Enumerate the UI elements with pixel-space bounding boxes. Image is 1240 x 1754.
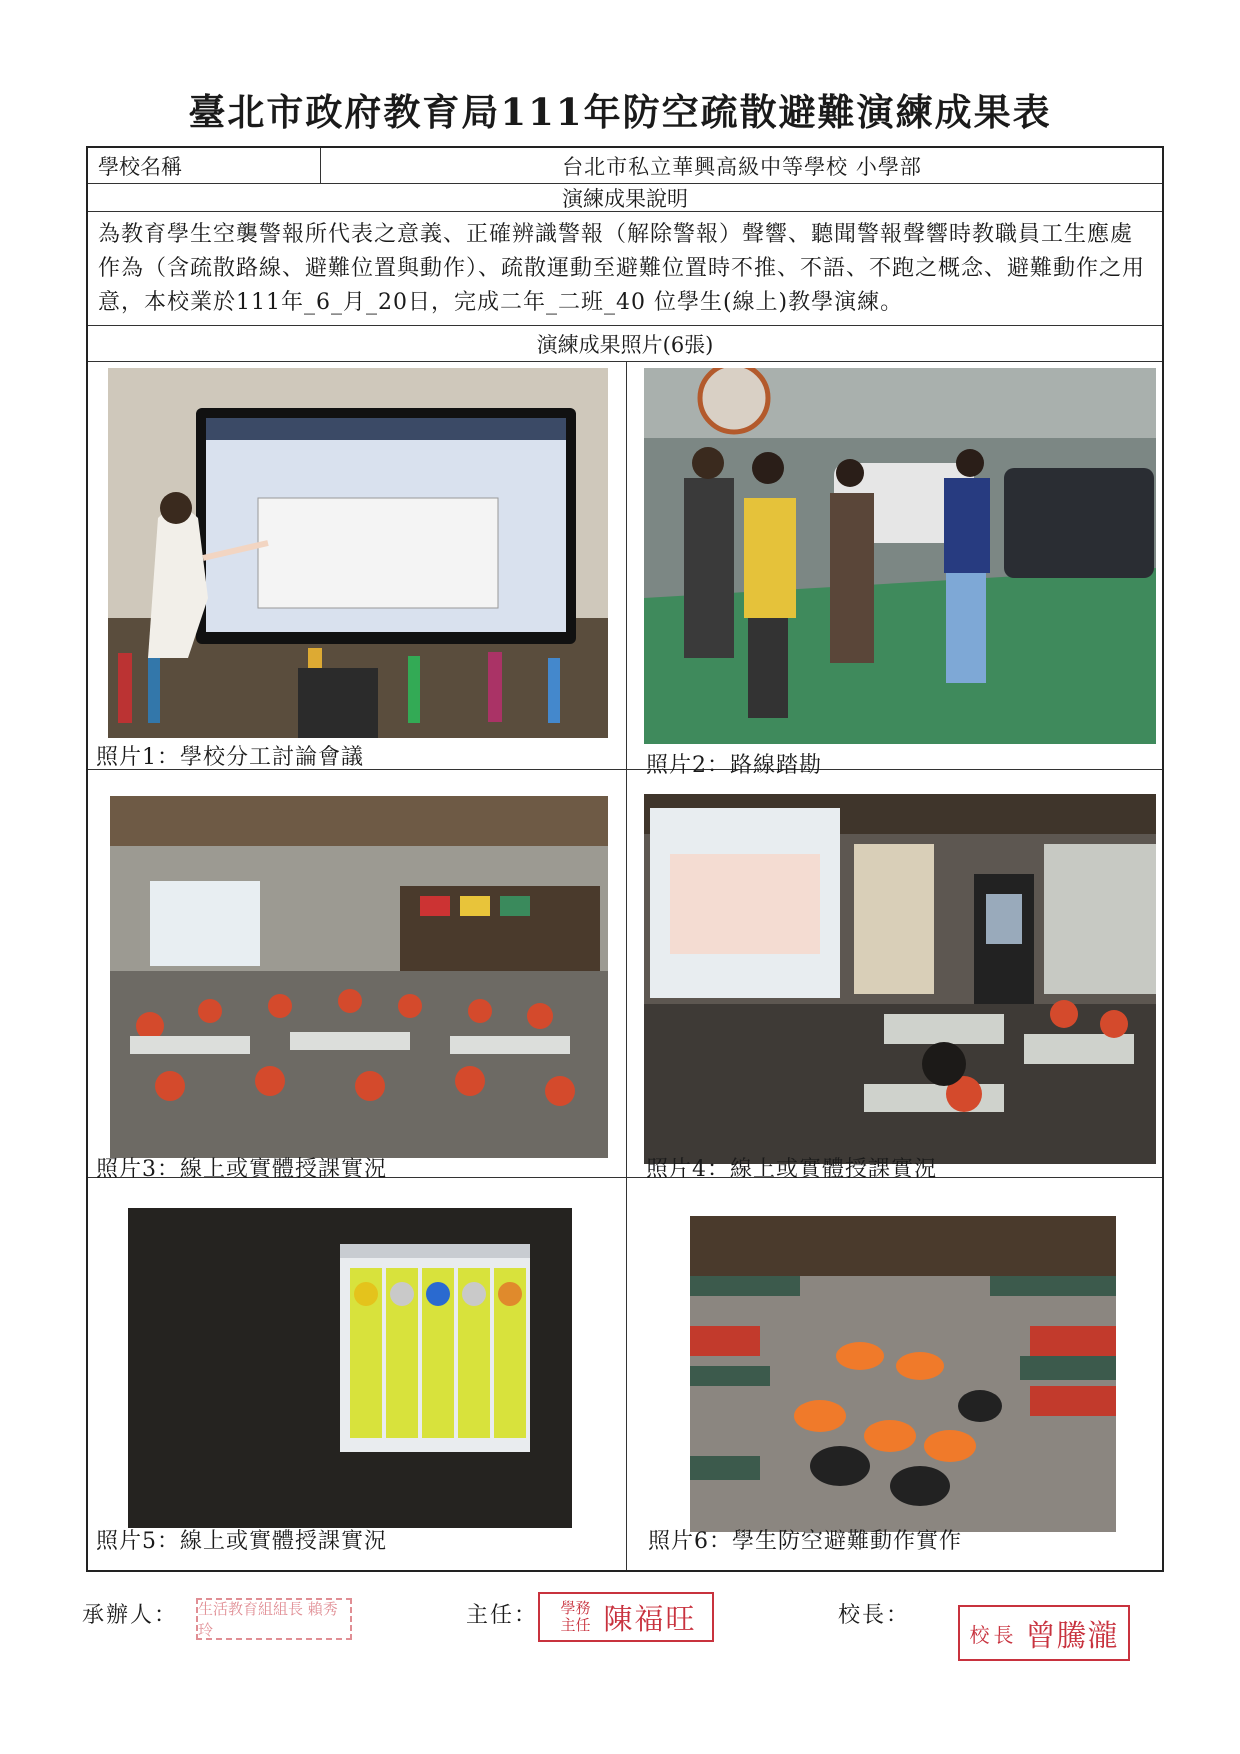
photo-1 bbox=[108, 368, 608, 738]
photo-6-caption: 照片6：學生防空避難動作實作 bbox=[648, 1529, 962, 1554]
photo-3 bbox=[110, 796, 608, 1158]
photo-4 bbox=[644, 794, 1156, 1164]
photo-2-caption: 照片2：路線踏勘 bbox=[646, 753, 822, 778]
description-row bbox=[88, 212, 1162, 326]
document-title: 臺北市政府教育局111年防空疏散避難演練成果表 bbox=[188, 90, 1052, 134]
photo-4-caption: 照片4：線上或實體授課實況 bbox=[646, 1157, 937, 1182]
photos-header-row bbox=[88, 326, 1162, 362]
director-stamp bbox=[538, 1592, 714, 1642]
photo-1-caption: 照片1：學校分工討論會議 bbox=[96, 745, 364, 770]
director-stamp-title: 學務主任 bbox=[560, 1599, 591, 1634]
handler-label: 承辦人： bbox=[82, 1603, 179, 1628]
results-form bbox=[86, 146, 1164, 1572]
principal-stamp bbox=[958, 1605, 1130, 1661]
school-row bbox=[88, 148, 1162, 184]
principal-stamp-name: 曾騰瀧 bbox=[1025, 1619, 1119, 1654]
principal-stamp-title: 校長 bbox=[969, 1622, 1018, 1647]
results-header-row bbox=[88, 184, 1162, 212]
school-label: 學校名稱 bbox=[98, 154, 182, 179]
school-name: 台北市私立華興高級中等學校 小學部 bbox=[562, 154, 922, 179]
results-header: 演練成果說明 bbox=[562, 186, 688, 211]
photo-6 bbox=[690, 1216, 1116, 1532]
photo-5-caption: 照片5：線上或實體授課實況 bbox=[96, 1529, 387, 1554]
director-label: 主任： bbox=[466, 1603, 539, 1628]
handler-stamp-text: 生活教育組組長 賴秀玲 bbox=[198, 1600, 338, 1639]
principal-label: 校長： bbox=[838, 1603, 911, 1628]
results-description: 為教育學生空襲警報所代表之意義、正確辨識警報（解除警報）聲響、聽聞警報聲響時教職員工生應處作為（含疏散路線、避難位置與動作）、疏散運動至避難位置時不推、不語、不跑之概念、避難動作之用意，本校業於111年_6_月_20日，完成二年_二班_40 位學生(線上)教學演練。 bbox=[98, 222, 1146, 315]
handler-stamp bbox=[196, 1598, 352, 1640]
photo-3-caption: 照片3：線上或實體授課實況 bbox=[96, 1157, 387, 1182]
director-stamp-name: 陳福旺 bbox=[603, 1601, 697, 1636]
photos-header: 演練成果照片(6張) bbox=[536, 332, 714, 357]
photo-2 bbox=[644, 368, 1156, 744]
photo-5 bbox=[128, 1208, 572, 1528]
